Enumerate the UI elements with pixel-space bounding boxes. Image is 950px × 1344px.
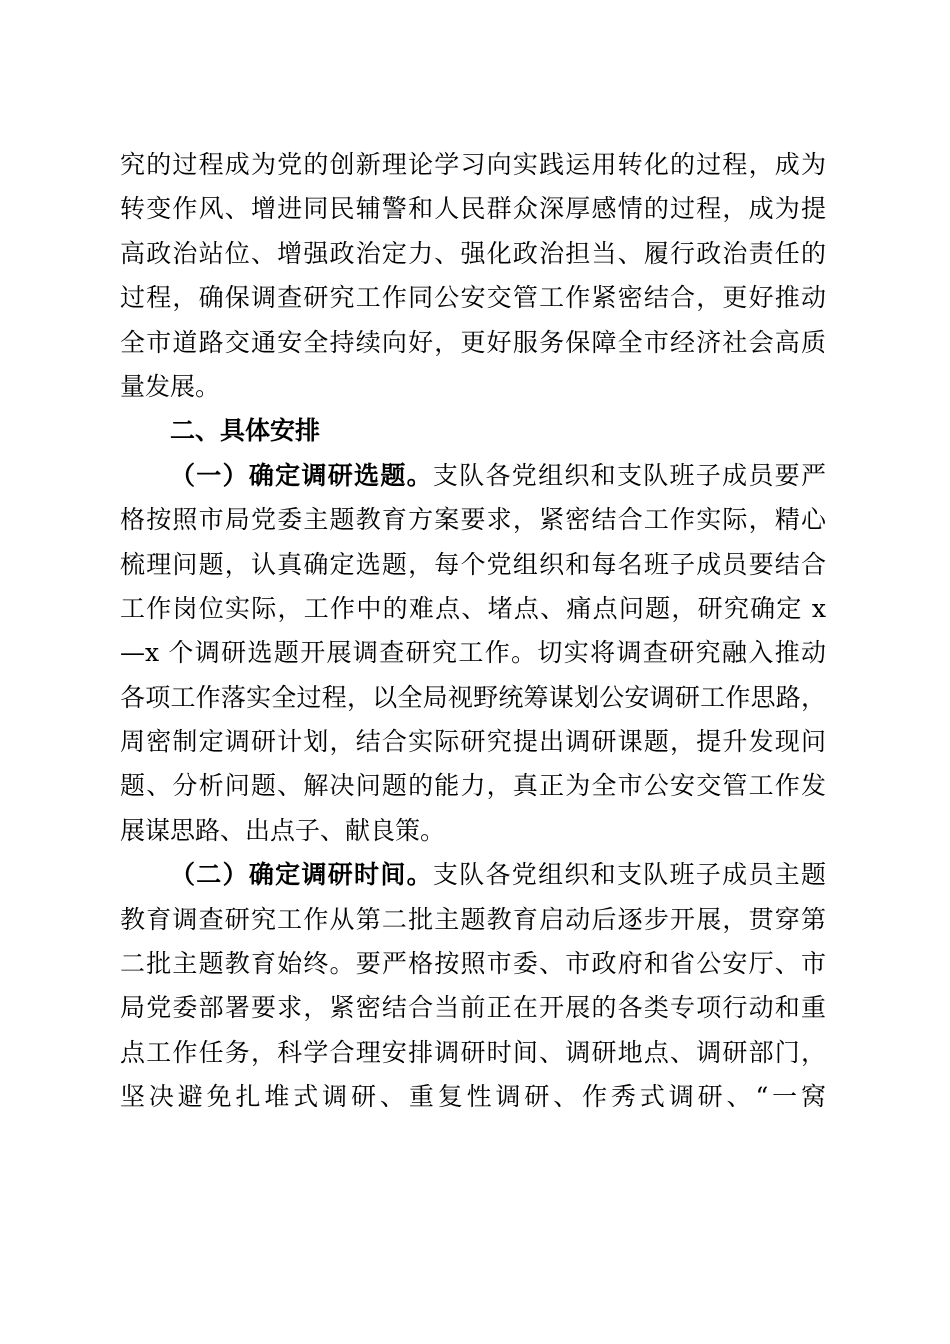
text-line: 高政治站位、增强政治定力、强化政治担当、履行政治责任的 — [120, 238, 826, 268]
text-line: 展谋思路、出点子、献良策。 — [120, 815, 446, 845]
text-line: 量发展。 — [120, 371, 221, 401]
text-line: 教育调查研究工作从第二批主题教育启动后逐步开展，贯穿第 — [120, 904, 826, 934]
text-line: 全市道路交通安全持续向好，更好服务保障全市经济社会高质 — [120, 327, 826, 357]
text-line: 转变作风、增进同民辅警和人民群众深厚感情的过程，成为提 — [120, 194, 826, 224]
text-line — [120, 454, 826, 498]
text-line: 点工作任务，科学合理安排调研时间、调研地点、调研部门， — [120, 1037, 826, 1067]
paragraph-lead-rest: 支队各党组织和支队班子成员主题 — [432, 860, 826, 890]
paragraph-research-time — [120, 853, 826, 1119]
text-line: 工作岗位实际，工作中的难点、堵点、痛点问题，研究确定 x — [120, 593, 826, 623]
document-body — [120, 143, 826, 1120]
text-line: 周密制定调研计划，结合实际研究提出调研课题，提升发现问 — [120, 727, 826, 757]
text-line: 过程，确保调查研究工作同公安交管工作紧密结合，更好推动 — [120, 283, 826, 313]
text-line: 梳理问题，认真确定选题，每个党组织和每名班子成员要结合 — [120, 549, 826, 579]
text-line: 二批主题教育始终。要严格按照市委、市政府和省公安厅、市 — [120, 949, 826, 979]
text-line: 格按照市局党委主题教育方案要求，紧密结合工作实际，精心 — [120, 505, 826, 535]
paragraph-lead: （二）确定调研时间。 — [170, 860, 433, 890]
text-line — [120, 853, 826, 897]
section-heading: 二、具体安排 — [170, 416, 321, 446]
text-line: 坚决避免扎堆式调研、重复性调研、作秀式调研、“一窝 — [120, 1082, 826, 1112]
text-line: 究的过程成为党的创新理论学习向实践运用转化的过程，成为 — [120, 150, 826, 179]
paragraph-lead: （一）确定调研选题。 — [170, 460, 433, 490]
text-line: 各项工作落实全过程，以全局视野统筹谋划公安调研工作思路， — [120, 682, 826, 712]
text-line: 题、分析问题、解决问题的能力，真正为全市公安交管工作发 — [120, 771, 826, 801]
text-line: 局党委部署要求，紧密结合当前正在开展的各类专项行动和重 — [120, 993, 826, 1023]
paragraph-continuation — [120, 143, 826, 409]
text-line: —x 个调研选题开展调查研究工作。切实将调查研究融入推动 — [120, 638, 826, 668]
paragraph-lead-rest: 支队各党组织和支队班子成员要严 — [432, 460, 826, 490]
paragraph-topic-selection — [120, 454, 826, 854]
